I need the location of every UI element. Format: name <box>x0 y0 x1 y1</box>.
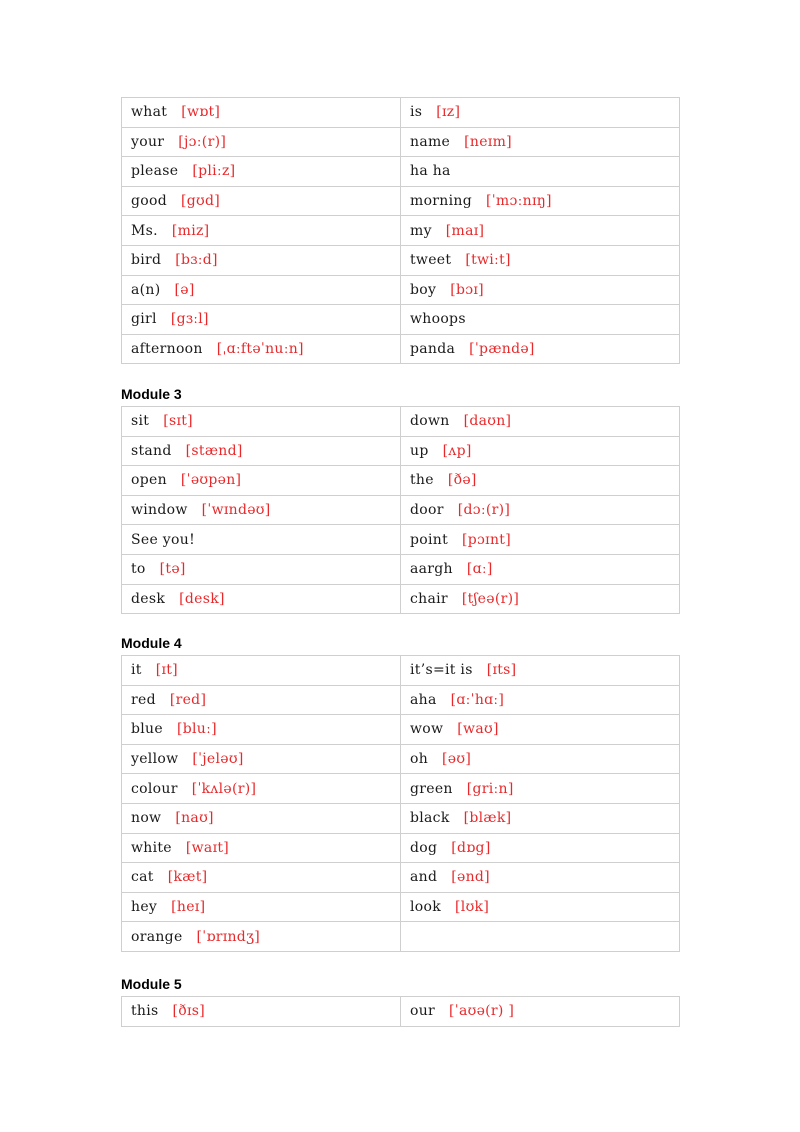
vocab-table-module-2 <box>121 97 680 364</box>
table-cell <box>401 334 680 364</box>
phonetic: [ˈpændə] <box>469 341 535 358</box>
phonetic: [ˈjeləʊ] <box>192 751 244 768</box>
word: See you! <box>131 531 195 548</box>
table-cell <box>122 186 401 216</box>
table-cell <box>122 98 401 128</box>
phonetic: [ˈmɔːnɪŋ] <box>485 193 552 210</box>
phonetic: [tə] <box>159 561 186 578</box>
phonetic: [wɒt] <box>181 104 221 121</box>
table-row <box>122 245 680 275</box>
table-row <box>122 554 680 584</box>
phonetic: [gʊd] <box>180 193 221 210</box>
table-row <box>122 922 680 952</box>
phonetic: [ˈaʊə(r) ] <box>449 1003 515 1020</box>
word: name <box>410 133 451 150</box>
table-cell <box>122 275 401 305</box>
word: stand <box>131 442 172 459</box>
table-row <box>122 744 680 774</box>
word: boy <box>410 281 437 298</box>
table-cell <box>401 774 680 804</box>
word: bird <box>131 252 162 269</box>
word: black <box>410 810 450 827</box>
table-cell <box>122 334 401 364</box>
table-cell <box>122 774 401 804</box>
table-cell <box>122 305 401 335</box>
word: open <box>131 472 167 489</box>
table-row <box>122 803 680 833</box>
table-cell <box>401 466 680 496</box>
word: desk <box>131 590 166 607</box>
table-cell <box>401 98 680 128</box>
table-cell <box>401 245 680 275</box>
section-heading: Module 3 <box>121 386 182 402</box>
table-cell <box>122 685 401 715</box>
word: good <box>131 193 167 210</box>
table-cell <box>122 407 401 437</box>
word: up <box>410 442 429 459</box>
phonetic: [stænd] <box>185 442 243 459</box>
table-cell <box>401 863 680 893</box>
table-row <box>122 774 680 804</box>
table-row <box>122 656 680 686</box>
phonetic: [bɔɪ] <box>450 281 484 298</box>
table-row <box>122 157 680 187</box>
phonetic: [ˈkʌlə(r)] <box>191 780 257 797</box>
phonetic: [red] <box>169 691 207 708</box>
table-cell <box>401 715 680 745</box>
table-cell <box>122 892 401 922</box>
word: white <box>131 839 172 856</box>
word: window <box>131 502 188 519</box>
phonetic: [əʊ] <box>442 751 472 768</box>
section-heading: Module 5 <box>121 976 182 992</box>
word: tweet <box>410 252 452 269</box>
word: hey <box>131 899 158 916</box>
table-cell <box>401 892 680 922</box>
table-cell <box>401 127 680 157</box>
word: yellow <box>131 751 179 768</box>
word: ha ha <box>410 163 451 180</box>
table-cell <box>401 305 680 335</box>
phonetic: [ɪz] <box>436 104 461 121</box>
phonetic: [naʊ] <box>175 810 214 827</box>
word: Ms. <box>131 222 158 239</box>
word: whoops <box>410 311 466 328</box>
table-cell <box>401 554 680 584</box>
phonetic: [gɜːl] <box>170 311 209 328</box>
table-cell <box>401 656 680 686</box>
table-cell <box>122 715 401 745</box>
table-cell <box>401 922 680 952</box>
word: to <box>131 561 146 578</box>
table-row <box>122 216 680 246</box>
word: point <box>410 531 449 548</box>
word: now <box>131 810 162 827</box>
table-row <box>122 495 680 525</box>
phonetic: [ˌɑːftəˈnuːn] <box>216 341 304 358</box>
table-row <box>122 997 680 1027</box>
table-cell <box>401 216 680 246</box>
word: chair <box>410 590 448 607</box>
phonetic: [ðɪs] <box>172 1003 206 1020</box>
phonetic: [waʊ] <box>457 721 499 738</box>
word: and <box>410 869 438 886</box>
table-cell <box>122 833 401 863</box>
table-cell <box>122 656 401 686</box>
word: panda <box>410 341 456 358</box>
phonetic: [jɔː(r)] <box>178 133 227 150</box>
table-cell <box>122 495 401 525</box>
table-cell <box>401 495 680 525</box>
table-cell <box>401 157 680 187</box>
table-cell <box>401 803 680 833</box>
table-cell <box>401 685 680 715</box>
table-cell <box>122 803 401 833</box>
table-row <box>122 127 680 157</box>
table-cell <box>122 466 401 496</box>
table-cell <box>122 744 401 774</box>
word: door <box>410 502 444 519</box>
phonetic: [ɪts] <box>486 662 517 679</box>
phonetic: [pɔɪnt] <box>462 531 511 548</box>
phonetic: [desk] <box>179 590 225 607</box>
phonetic: [lʊk] <box>455 899 490 916</box>
word: afternoon <box>131 341 203 358</box>
table-cell <box>401 407 680 437</box>
phonetic: [ənd] <box>451 869 490 886</box>
word: wow <box>410 721 444 738</box>
phonetic: [maɪ] <box>445 222 485 239</box>
table-row <box>122 334 680 364</box>
table-cell <box>401 744 680 774</box>
word: red <box>131 691 156 708</box>
table-cell <box>401 186 680 216</box>
word: aargh <box>410 561 453 578</box>
phonetic: [ɑːˈhɑː] <box>450 691 505 708</box>
table-cell <box>122 997 401 1027</box>
vocab-table-module-3 <box>121 406 680 614</box>
table-row <box>122 584 680 614</box>
word: girl <box>131 311 157 328</box>
phonetic: [pliːz] <box>192 163 236 180</box>
word: dog <box>410 839 438 856</box>
word: the <box>410 472 434 489</box>
phonetic: [ˈɒrɪndʒ] <box>196 928 261 945</box>
phonetic: [ˈwɪndəʊ] <box>201 502 271 519</box>
word: a(n) <box>131 281 161 298</box>
phonetic: [dɔː(r)] <box>457 502 511 519</box>
table-cell <box>122 436 401 466</box>
word: my <box>410 222 432 239</box>
phonetic: [blæk] <box>463 810 512 827</box>
table-row <box>122 275 680 305</box>
table-row <box>122 407 680 437</box>
phonetic: [waɪt] <box>185 839 230 856</box>
word: oh <box>410 751 429 768</box>
table-row <box>122 833 680 863</box>
word: sit <box>131 413 150 430</box>
phonetic: [ɑː] <box>466 561 493 578</box>
phonetic: [ðə] <box>447 472 477 489</box>
table-row <box>122 892 680 922</box>
word: down <box>410 413 450 430</box>
word: it’s=it is <box>410 662 473 679</box>
table-cell <box>122 863 401 893</box>
word: colour <box>131 780 178 797</box>
phonetic: [twiːt] <box>465 252 511 269</box>
table-row <box>122 685 680 715</box>
word: orange <box>131 928 183 945</box>
section-heading: Module 4 <box>121 635 182 651</box>
phonetic: [griːn] <box>466 780 514 797</box>
table-row <box>122 305 680 335</box>
table-cell <box>401 833 680 863</box>
word: it <box>131 662 142 679</box>
word: this <box>131 1003 159 1020</box>
phonetic: [ə] <box>174 281 195 298</box>
table-cell <box>122 584 401 614</box>
table-cell <box>401 997 680 1027</box>
table-cell <box>122 127 401 157</box>
table-cell <box>401 584 680 614</box>
table-cell <box>401 275 680 305</box>
table-row <box>122 715 680 745</box>
table-row <box>122 98 680 128</box>
word: morning <box>410 193 472 210</box>
phonetic: [neɪm] <box>464 133 512 150</box>
word: aha <box>410 691 437 708</box>
phonetic: [miz] <box>171 222 210 239</box>
phonetic: [sɪt] <box>163 413 193 430</box>
word: green <box>410 780 453 797</box>
table-row <box>122 436 680 466</box>
phonetic: [heɪ] <box>171 899 206 916</box>
vocab-table-module-4 <box>121 655 680 952</box>
word: your <box>131 133 165 150</box>
phonetic: [bɜːd] <box>175 252 218 269</box>
table-cell <box>122 554 401 584</box>
table-cell <box>122 525 401 555</box>
word: look <box>410 899 442 916</box>
table-row <box>122 525 680 555</box>
phonetic: [tʃeə(r)] <box>461 590 520 607</box>
word: our <box>410 1003 436 1020</box>
phonetic: [ɪt] <box>155 662 178 679</box>
phonetic: [ʌp] <box>442 442 472 459</box>
word: please <box>131 163 179 180</box>
phonetic: [daʊn] <box>463 413 512 430</box>
phonetic: [ˈəʊpən] <box>180 472 242 489</box>
table-cell <box>122 922 401 952</box>
table-cell <box>401 525 680 555</box>
table-row <box>122 466 680 496</box>
table-row <box>122 186 680 216</box>
word: blue <box>131 721 163 738</box>
table-cell <box>122 216 401 246</box>
vocab-table-module-5 <box>121 996 680 1027</box>
word: what <box>131 104 168 121</box>
phonetic: [bluː] <box>176 721 217 738</box>
word: is <box>410 104 423 121</box>
table-cell <box>122 157 401 187</box>
table-cell <box>401 436 680 466</box>
phonetic: [kæt] <box>167 869 208 886</box>
phonetic: [dɒg] <box>451 839 491 856</box>
table-row <box>122 863 680 893</box>
word: cat <box>131 869 154 886</box>
table-cell <box>122 245 401 275</box>
